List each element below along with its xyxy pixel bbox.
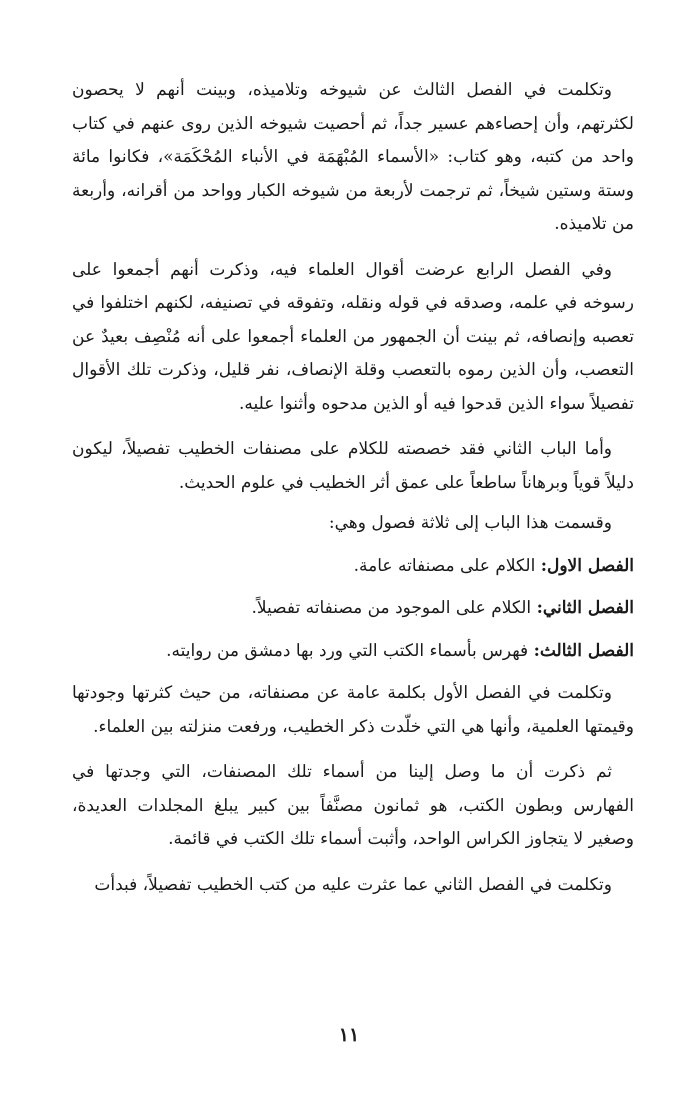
chapter-label: الفصل الاول:	[540, 555, 634, 576]
chapter-item-two	[72, 592, 634, 626]
paragraph-chapter-four: وفي الفصل الرابع عرضت أقوال العلماء فيه، وذكرت أنهم أجمعوا على رسوخه في علمه، وصدقه في قوله ونقله، وتفوقه في تصنيفه، لكنهم اختلفوا في تعصبه وإنصافه، ثم بينت أن الجمهور من العلماء أجمعوا على أنه مُنْصِف بعيدٌ عن التعصب، وأن الذين رموه بالتعصب وقلة الإنصاف، نفر قليل، وذكرت تلك الأقوال تفصيلاً سواء الذين قدحوا فيه أو الذين مدحوه وأثنوا عليه.	[72, 259, 634, 414]
chapter-text: الكلام على الموجود من مصنفاته تفصيلاً.	[251, 598, 532, 618]
paragraph-chapter-three: وتكلمت في الفصل الثالث عن شيوخه وتلاميذه، وبينت أنهم لا يحصون لكثرتهم، وأن إحصاءهم عسير جداً، ثم أحصيت شيوخه الذين روى عنهم في كتاب واحد من كتبه، وهو كتاب: «الأسماء المُبْهَمَة في الأنباء المُحْكَمَة»، فكانوا مائة وستة وستين شيخاً، ثم ترجمت لأربعة من شيوخه الكبار وواحد من أقرانه، وأربعة من تلاميذه.	[72, 80, 634, 234]
chapters-intro: وقسمت هذا الباب إلى ثلاثة فصول وهي:	[328, 513, 612, 533]
chapter-text: فهرس بأسماء الكتب التي ورد بها دمشق من روايته.	[166, 640, 529, 661]
paragraph-first-chapter-summary: وتكلمت في الفصل الأول بكلمة عامة عن مصنفاته، من حيث كثرتها وجودتها وقيمتها العلمية، وأنها هي التي خلّدت ذكر الخطيب، ورفعت منزلته بين العلماء.	[72, 683, 634, 737]
paragraph-part-two: وأما الباب الثاني فقد خصصته للكلام على مصنفات الخطيب تفصيلاً، ليكون دليلاً قوياً وبرهاناً ساطعاً على عمق أثر الخطيب في علوم الحديث.	[72, 439, 634, 493]
chapter-label: الفصل الثالث:	[533, 640, 634, 661]
paragraph-works-count: ثم ذكرت أن ما وصل إلينا من أسماء تلك المصنفات، التي وجدتها في الفهارس وبطون الكتب، هو ثمانون مصنَّفاً بين كبير يبلغ المجلدات العديدة، وصغير لا يتجاوز الكراس الواحد، وأثبت أسماء تلك الكتب في قائمة.	[72, 762, 634, 849]
chapter-text: الكلام على مصنفاته عامة.	[353, 555, 536, 576]
chapter-item-one	[72, 550, 634, 584]
chapter-label: الفصل الثاني:	[536, 598, 634, 618]
chapter-item-three	[72, 635, 634, 669]
page-number: ١١	[338, 1024, 360, 1046]
paragraph-second-chapter-start: وتكلمت في الفصل الثاني عما عثرت عليه من كتب الخطيب تفصيلاً، فبدأت	[94, 874, 612, 895]
page-body	[72, 74, 634, 909]
